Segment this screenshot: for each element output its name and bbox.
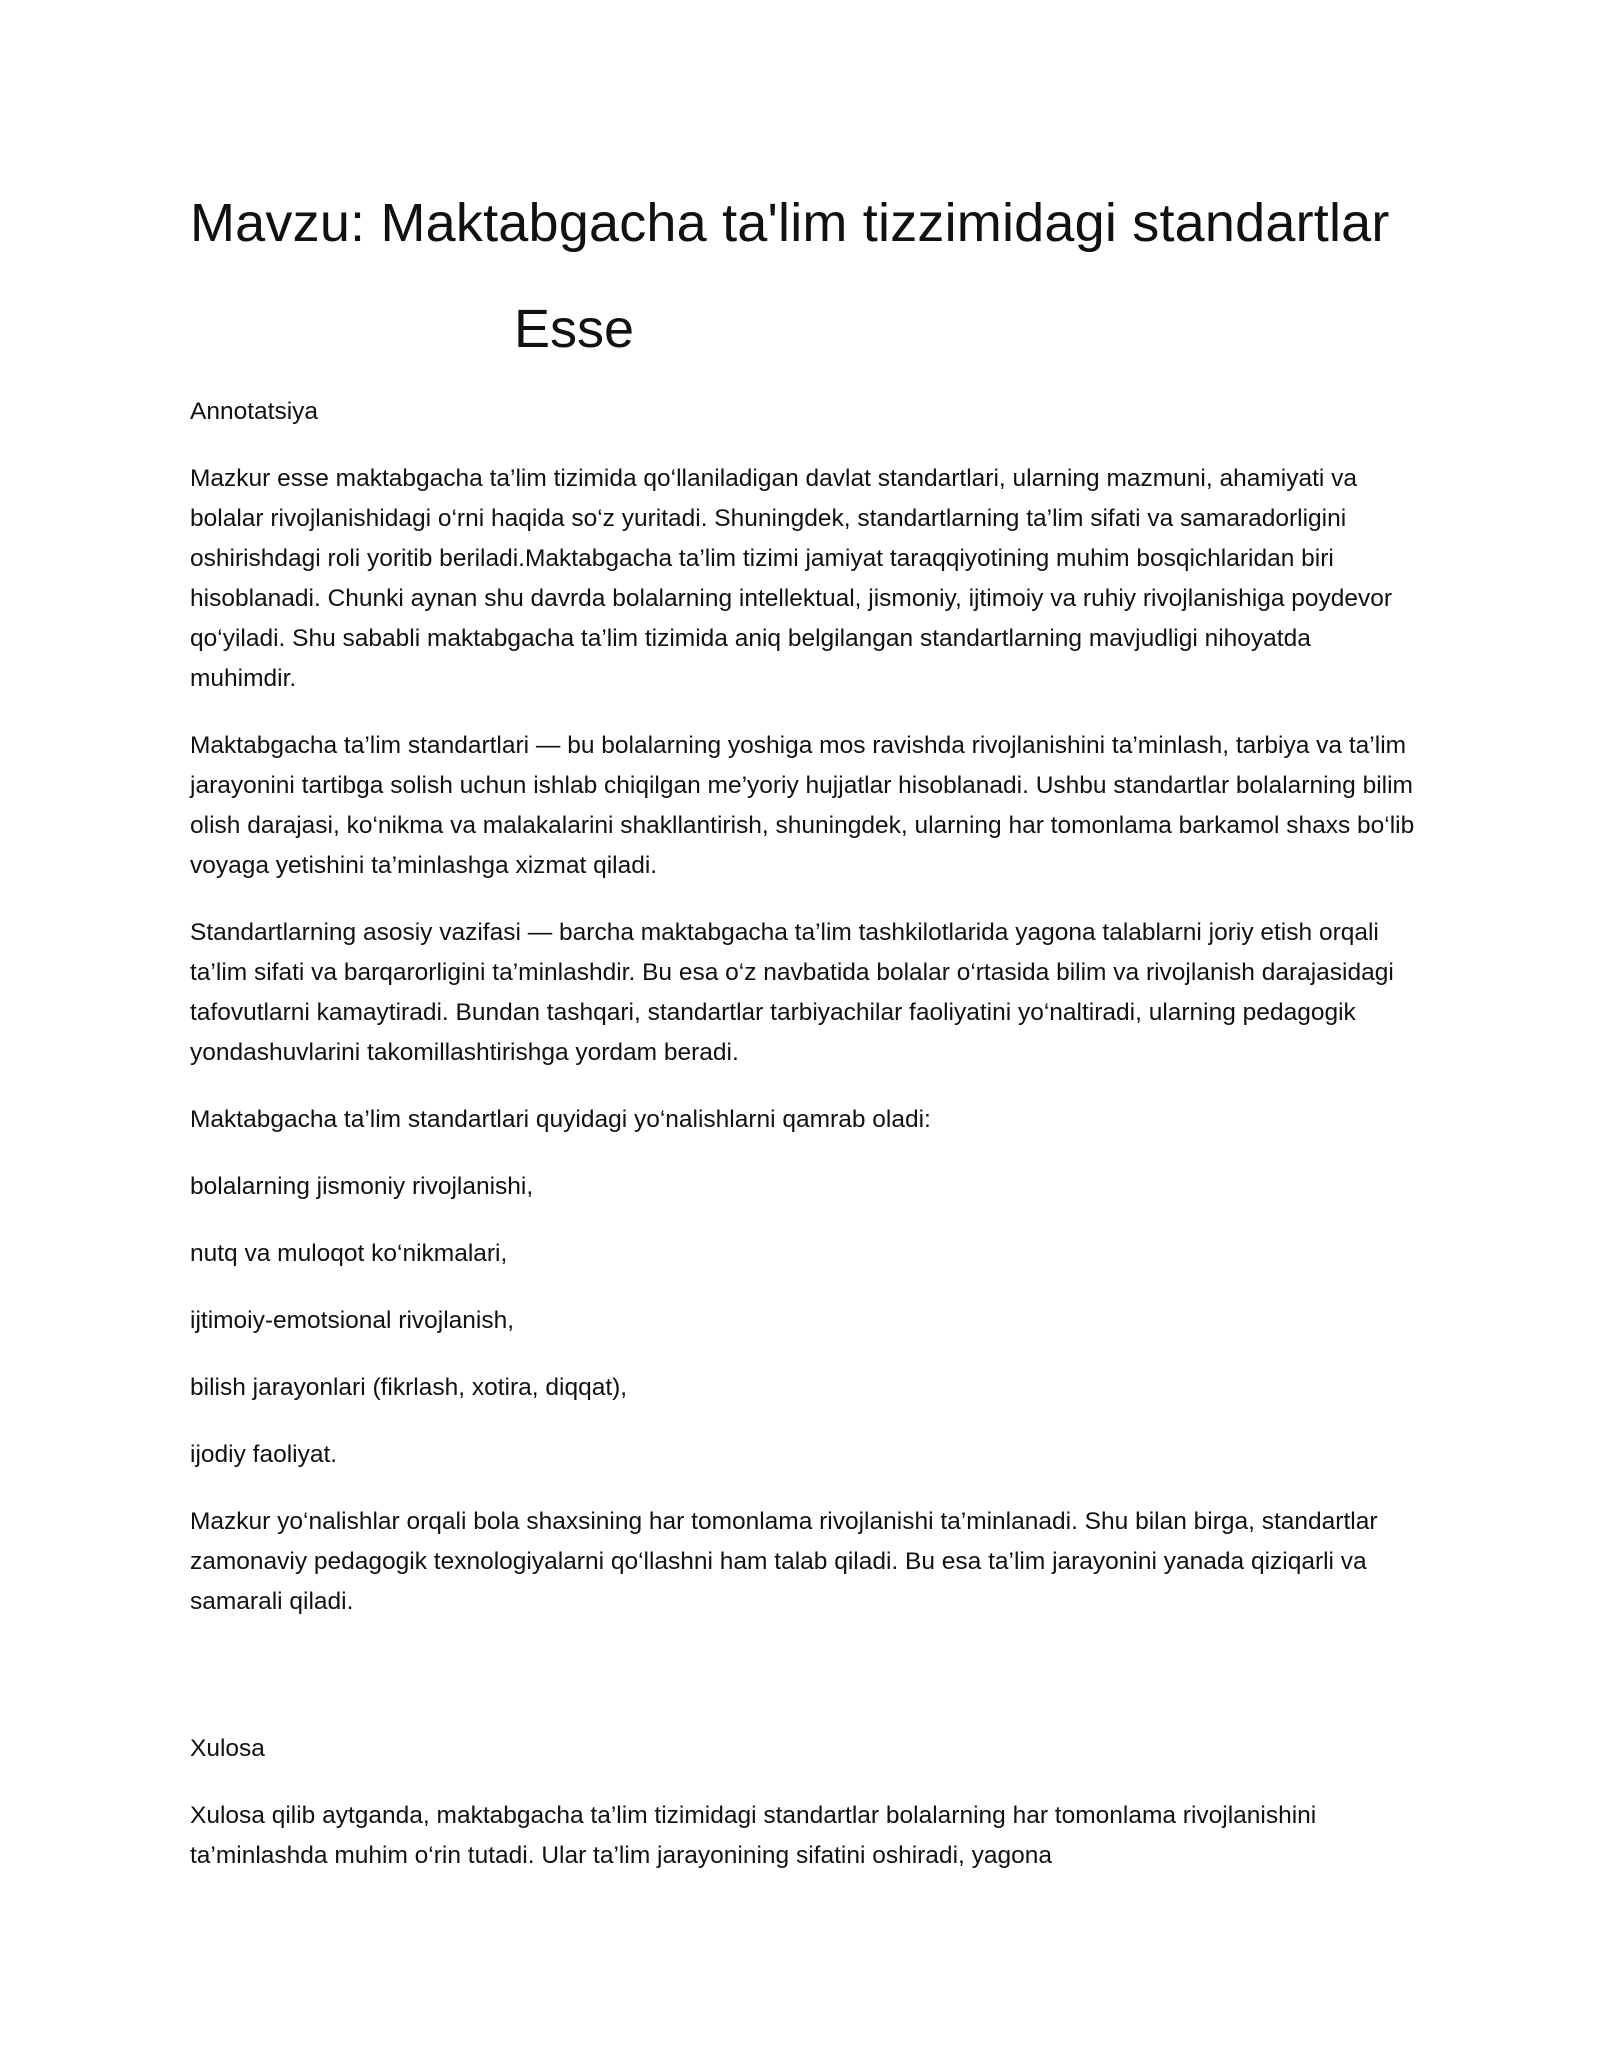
list-item: ijtimoiy-emotsional rivojlanish, [190, 1307, 515, 1334]
paragraph-after-list: Mazkur yo‘nalishlar orqali bola shaxsining har tomonlama rivojlanishi ta’minlanadi. Shu bilan birga, standartlar zamonaviy pedagogik texnologiyalarni qo‘llashni ham talab qiladi. Bu esa ta’lim jarayonini yanada qiziqarli va samarali qiladi. [190, 1508, 1378, 1615]
paragraph-purpose: Standartlarning asosiy vazifasi — barcha maktabgacha ta’lim tashkilotlarida yagona talablarni joriy etish orqali ta’lim sifati va barqarorligini ta’minlashdir. Bu esa o‘z navbatida bolalar o‘rtasida bilim va rivojlanish darajasidagi tafovutlarni kamaytiradi. Bundan tashqari, standartlar tarbiyachilar faoliyatini yo‘naltiradi, ularning pedagogik yondashuvlarini takomillashtirishga yordam beradi. [190, 919, 1394, 1066]
paragraph-list-intro: Maktabgacha ta’lim standartlari quyidagi yo‘nalishlarni qamrab oladi: [190, 1106, 931, 1133]
conclusion-heading: Xulosa [190, 1735, 265, 1762]
list-item: bilish jarayonlari (fikrlash, xotira, diqqat), [190, 1374, 628, 1401]
paragraph-conclusion: Xulosa qilib aytganda, maktabgacha ta’lim tizimidagi standartlar bolalarning har tomonlama rivojlanishini ta’minlashda muhim o‘rin tutadi. Ular ta’lim jarayonining sifatini oshiradi, yagona [190, 1802, 1317, 1869]
document-body [190, 188, 1420, 1876]
document-subtitle: Esse [514, 299, 635, 359]
document-title: Mavzu: Maktabgacha ta'lim tizzimidagi standartlar [190, 193, 1390, 253]
paragraph-annotation: Mazkur esse maktabgacha ta’lim tizimida qo‘llaniladigan davlat standartlari, ularning mazmuni, ahamiyati va bolalar rivojlanishidagi o‘rni haqida so‘z yuritadi. Shuningdek, standartlarning ta’lim sifati va samaradorligini oshirishdagi roli yoritib beriladi.Maktabgacha ta’lim tizimi jamiyat taraqqiyotining muhim bosqichlaridan biri hisoblanadi. Chunki aynan shu davrda bolalarning intellektual, jismoniy, ijtimoiy va ruhiy rivojlanishiga poydevor qo‘yiladi. Shu sababli maktabgacha ta’lim tizimida aniq belgilangan standartlarning mavjudligi nihoyatda muhimdir. [190, 465, 1393, 692]
paragraph-definition: Maktabgacha ta’lim standartlari — bu bolalarning yoshiga mos ravishda rivojlanishini ta’minlash, tarbiya va ta’lim jarayonini tartibga solish uchun ishlab chiqilgan me’yoriy hujjatlar hisoblanadi. Ushbu standartlar bolalarning bilim olish darajasi, ko‘nikma va malakalarini shakllantirish, shuningdek, ularning har tomonlama barkamol shaxs bo‘lib voyaga yetishini ta’minlashga xizmat qiladi. [190, 732, 1415, 879]
list-item: ijodiy faoliyat. [190, 1441, 338, 1468]
list-item: nutq va muloqot ko‘nikmalari, [190, 1240, 508, 1267]
annotation-heading: Annotatsiya [190, 398, 319, 425]
list-item: bolalarning jismoniy rivojlanishi, [190, 1173, 534, 1200]
